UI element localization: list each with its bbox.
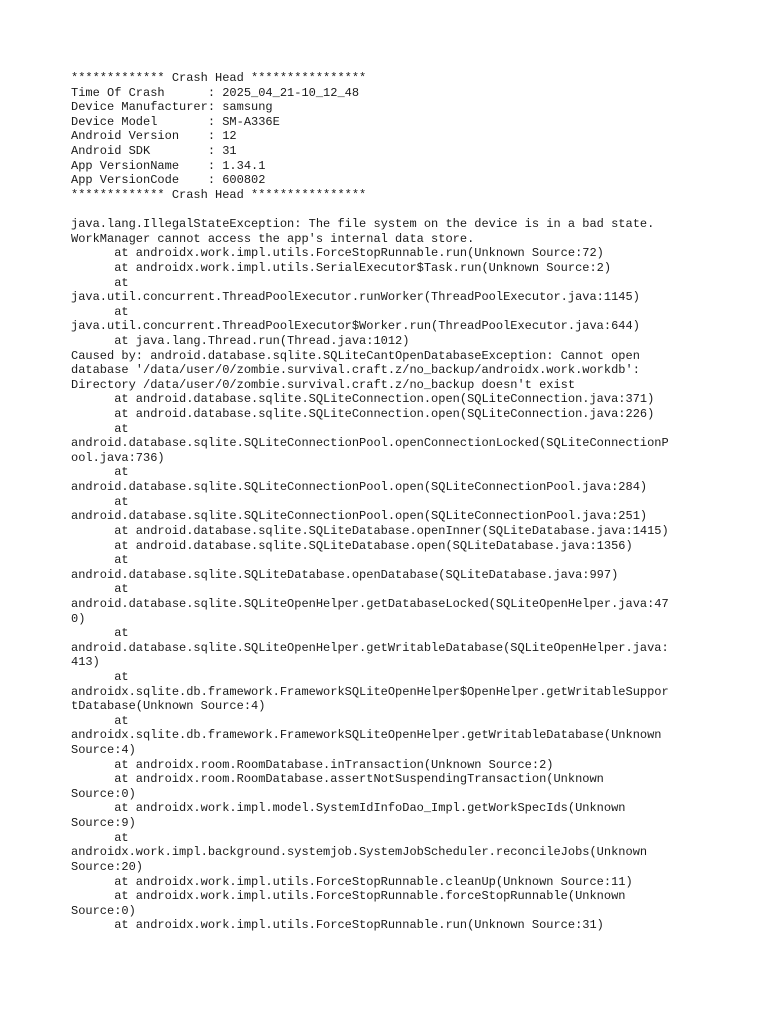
stack-trace-line: Directory /data/user/0/zombie.survival.craft.z/no_backup doesn't exist [71, 377, 576, 392]
stack-trace-line: android.database.sqlite.SQLiteConnectionPool.open(SQLiteConnectionPool.java:251) [71, 509, 648, 524]
stack-trace-line: at android.database.sqlite.SQLiteDatabase.openInner(SQLiteDatabase.java:1415) [71, 523, 669, 538]
stack-trace-line: at [71, 275, 129, 290]
stack-trace-line: java.lang.IllegalStateException: The file system on the device is in a bad state. [71, 217, 655, 232]
stack-trace-line: Source:9) [71, 816, 136, 831]
crash-head-banner-bottom: ************* Crash Head **************** [71, 187, 367, 202]
stack-trace-line: at androidx.room.RoomDatabase.assertNotSuspendingTransaction(Unknown [71, 772, 604, 787]
stack-trace-line: at androidx.room.RoomDatabase.inTransaction(Unknown Source:2) [71, 757, 554, 772]
stack-trace-line: at [71, 669, 129, 684]
time-of-crash-field: Time Of Crash : 2025_04_21-10_12_48 [71, 85, 360, 100]
stack-trace-line: java.util.concurrent.ThreadPoolExecutor.runWorker(ThreadPoolExecutor.java:1145) [71, 290, 640, 305]
device-model-field: Device Model : SM-A336E [71, 114, 280, 129]
stack-trace-line: Caused by: android.database.sqlite.SQLiteCantOpenDatabaseException: Cannot open [71, 348, 640, 363]
android-sdk-field: Android SDK : 31 [71, 144, 237, 159]
stack-trace-line: Source:0) [71, 903, 136, 918]
stack-trace-line: at androidx.work.impl.model.SystemIdInfoDao_Impl.getWorkSpecIds(Unknown [71, 801, 626, 816]
stack-trace-line: ool.java:736) [71, 450, 165, 465]
stack-trace-line: android.database.sqlite.SQLiteDatabase.openDatabase(SQLiteDatabase.java:997) [71, 567, 619, 582]
stack-trace-line: java.util.concurrent.ThreadPoolExecutor$Worker.run(ThreadPoolExecutor.java:644) [71, 319, 640, 334]
stack-trace-line: android.database.sqlite.SQLiteOpenHelper.getDatabaseLocked(SQLiteOpenHelper.java:47 [71, 596, 669, 611]
stack-trace-line: at [71, 553, 129, 568]
stack-trace-line: Source:20) [71, 859, 144, 874]
stack-trace-line: Source:4) [71, 743, 136, 758]
stack-trace-line: database '/data/user/0/zombie.survival.craft.z/no_backup/androidx.work.workdb': [71, 363, 640, 378]
android-version-field: Android Version : 12 [71, 129, 237, 144]
stack-trace-line: androidx.sqlite.db.framework.FrameworkSQLiteOpenHelper$OpenHelper.getWritableSuppor [71, 684, 669, 699]
stack-trace-line: at [71, 713, 129, 728]
stack-trace-line: WorkManager cannot access the app's internal data store. [71, 231, 475, 246]
stack-trace-line: at [71, 465, 129, 480]
crash-log-document [71, 71, 731, 933]
stack-trace-line: android.database.sqlite.SQLiteOpenHelper.getWritableDatabase(SQLiteOpenHelper.java: [71, 640, 669, 655]
stack-trace-line: at [71, 582, 129, 597]
device-manufacturer-field: Device Manufacturer: samsung [71, 100, 273, 115]
stack-trace-line: at android.database.sqlite.SQLiteConnection.open(SQLiteConnection.java:371) [71, 392, 655, 407]
stack-trace-line: Source:0) [71, 786, 136, 801]
stack-trace-line: at [71, 830, 129, 845]
app-version-code-field: App VersionCode : 600802 [71, 173, 266, 188]
stack-trace-line: androidx.work.impl.background.systemjob.SystemJobScheduler.reconcileJobs(Unknown [71, 845, 648, 860]
stack-trace-line: at androidx.work.impl.utils.ForceStopRunnable.cleanUp(Unknown Source:11) [71, 874, 633, 889]
app-version-name-field: App VersionName : 1.34.1 [71, 158, 266, 173]
stack-trace-line: at [71, 421, 129, 436]
stack-trace-line: at androidx.work.impl.utils.ForceStopRunnable.run(Unknown Source:72) [71, 246, 604, 261]
stack-trace-line: androidx.sqlite.db.framework.FrameworkSQLiteOpenHelper.getWritableDatabase(Unknown [71, 728, 662, 743]
stack-trace-line: tDatabase(Unknown Source:4) [71, 699, 266, 714]
stack-trace-line: at [71, 626, 129, 641]
stack-trace-line: at androidx.work.impl.utils.SerialExecutor$Task.run(Unknown Source:2) [71, 260, 612, 275]
stack-trace-line: at android.database.sqlite.SQLiteDatabase.open(SQLiteDatabase.java:1356) [71, 538, 633, 553]
stack-trace-line: at androidx.work.impl.utils.ForceStopRunnable.run(Unknown Source:31) [71, 918, 604, 933]
stack-trace-line: 0) [71, 611, 86, 626]
stack-trace-line: at android.database.sqlite.SQLiteConnection.open(SQLiteConnection.java:226) [71, 407, 655, 422]
stack-trace-line: android.database.sqlite.SQLiteConnectionPool.open(SQLiteConnectionPool.java:284) [71, 480, 648, 495]
stack-trace-line: 413) [71, 655, 100, 670]
stack-trace-line: android.database.sqlite.SQLiteConnectionPool.openConnectionLocked(SQLiteConnectionP [71, 436, 669, 451]
stack-trace-line: at [71, 494, 129, 509]
stack-trace [71, 217, 731, 933]
stack-trace-line: at java.lang.Thread.run(Thread.java:1012) [71, 333, 410, 348]
section-spacer [71, 202, 731, 217]
stack-trace-line: at [71, 304, 129, 319]
stack-trace-line: at androidx.work.impl.utils.ForceStopRunnable.forceStopRunnable(Unknown [71, 889, 626, 904]
crash-head-section [71, 71, 731, 202]
crash-head-banner-top: ************* Crash Head **************** [71, 71, 367, 85]
